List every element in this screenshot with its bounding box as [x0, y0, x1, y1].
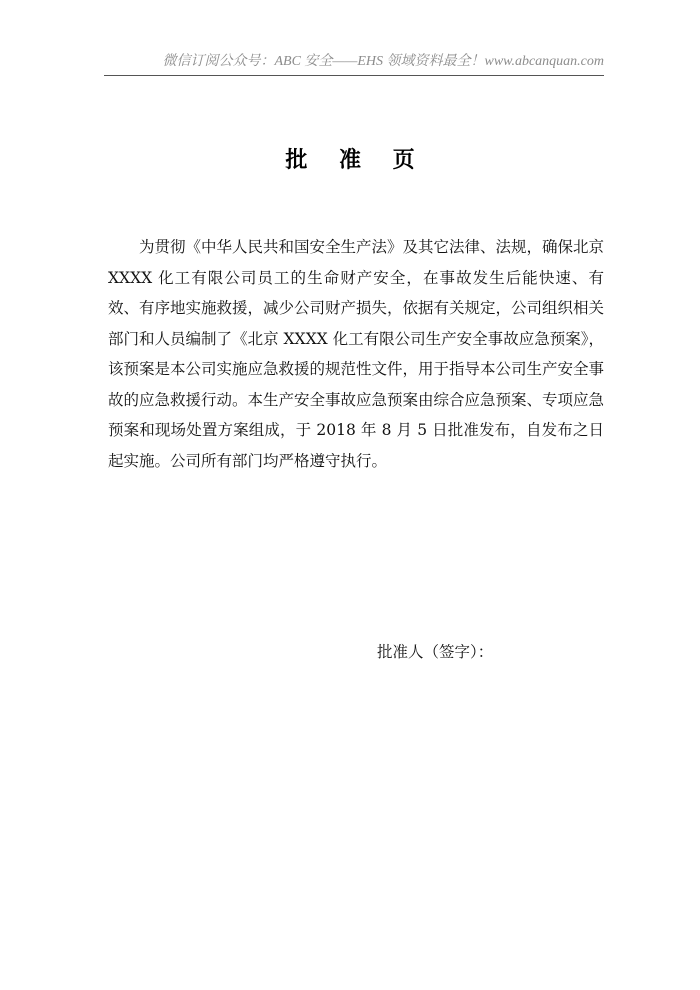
body-paragraph: 为贯彻《中华人民共和国安全生产法》及其它法律、法规，确保北京 XXXX 化工有限公司员工的生命财产安全，在事故发生后能快速、有效、有序地实施救援，减少公司财产损失，依据有关规定，公司组织相关部门和人员编制了《北京 XXXX 化工有限公司生产安全事故应急预案》，该预案是本公司实施应急救援的规范性文件，用于指导本公司生产安全事故的应急救援行动。本生产安全事故应急预案由综合应急预案、专项应急预案和现场处置方案组成，于 2018 年 8 月 5 日批准发布，自发布之日起实施。公司所有部门均严格遵守执行。	[108, 238, 605, 470]
header-divider	[104, 75, 604, 76]
signature-label: 批准人（签字）：	[377, 643, 494, 661]
page-title: 批 准 页	[285, 148, 427, 173]
page-header: 微信订阅公众号：ABC 安全——EHS 领域资料最全！www.abcanquan.com	[162, 54, 604, 69]
